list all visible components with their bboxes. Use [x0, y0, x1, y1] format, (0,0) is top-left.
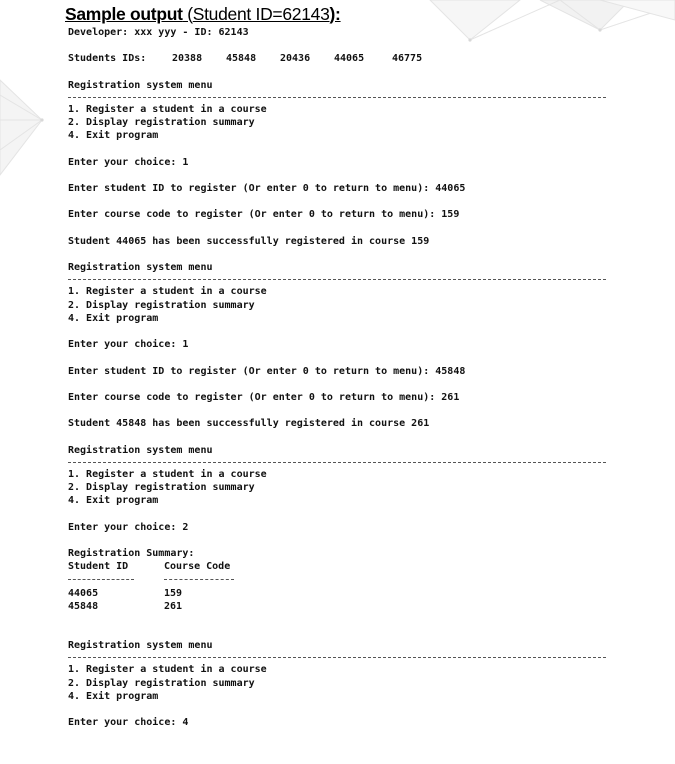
- choice-line: Enter your choice: 1: [68, 339, 189, 351]
- summary-column-header: Student ID: [68, 561, 129, 573]
- student-id-value: 46775: [392, 53, 423, 65]
- success-message: Student 44065 has been successfully registered in course 159: [68, 235, 430, 247]
- title-close-paren: ):: [329, 4, 341, 24]
- menu-item: 4. Exit program: [68, 312, 159, 324]
- menu-item: 1. Register a student in a course: [68, 664, 267, 676]
- summary-table-row: [68, 600, 613, 613]
- console-output: [68, 26, 613, 729]
- student-id-prompt: Enter student ID to register (Or enter 0 to return to menu): 44065: [68, 183, 466, 195]
- menu-divider: [68, 279, 606, 280]
- choice-line: Enter your choice: 1: [68, 156, 189, 168]
- course-code-prompt: Enter course code to register (Or enter 0 to return to menu): 159: [68, 209, 460, 221]
- summary-heading: Registration Summary:: [68, 547, 195, 559]
- page-title: [65, 4, 341, 25]
- summary-course-code: 159: [164, 587, 183, 599]
- summary-divider: [68, 579, 134, 580]
- menu-divider: [68, 462, 606, 463]
- choice-line: Enter your choice: 2: [68, 521, 189, 533]
- menu-item: 2. Display registration summary: [68, 117, 255, 129]
- student-id-value: 45848: [226, 53, 257, 65]
- menu-item: 1. Register a student in a course: [68, 103, 267, 115]
- student-id-value: 20388: [172, 53, 203, 65]
- title-open-paren: (: [182, 4, 193, 24]
- student-id-value: 20436: [280, 53, 311, 65]
- choice-line: Enter your choice: 4: [68, 717, 189, 729]
- title-bold-text: Sample output: [65, 4, 183, 24]
- menu-title: Registration system menu: [68, 79, 213, 91]
- summary-student-id: 44065: [68, 587, 99, 599]
- students-ids-line: [68, 52, 613, 65]
- summary-divider: [164, 579, 234, 580]
- summary-divider-row: [68, 573, 613, 586]
- student-id-value: 44065: [334, 53, 365, 65]
- developer-line: Developer: xxx yyy - ID: 62143: [68, 27, 249, 38]
- summary-table-row: [68, 587, 613, 600]
- menu-item: 2. Display registration summary: [68, 482, 255, 493]
- student-id-prompt: Enter student ID to register (Or enter 0 to return to menu): 45848: [68, 365, 466, 377]
- menu-item: 4. Exit program: [68, 495, 159, 507]
- summary-header-row: [68, 560, 613, 573]
- menu-title: Registration system menu: [68, 262, 213, 274]
- summary-course-code: 261: [164, 600, 183, 612]
- menu-divider: [68, 97, 606, 98]
- title-student-id: Student ID=62143: [192, 4, 330, 24]
- students-ids-label: Students IDs:: [68, 53, 147, 65]
- menu-item: 2. Display registration summary: [68, 299, 255, 311]
- menu-item: 4. Exit program: [68, 690, 159, 702]
- menu-item: 4. Exit program: [68, 130, 159, 142]
- menu-item: 1. Register a student in a course: [68, 468, 267, 480]
- summary-student-id: 45848: [68, 600, 99, 612]
- menu-title: Registration system menu: [68, 444, 213, 456]
- menu-divider: [68, 657, 606, 658]
- menu-item: 1. Register a student in a course: [68, 286, 267, 298]
- menu-item: 2. Display registration summary: [68, 677, 255, 689]
- course-code-prompt: Enter course code to register (Or enter 0 to return to menu): 261: [68, 391, 460, 403]
- menu-title: Registration system menu: [68, 640, 213, 652]
- summary-column-header: Course Code: [164, 561, 231, 573]
- success-message: Student 45848 has been successfully registered in course 261: [68, 418, 430, 430]
